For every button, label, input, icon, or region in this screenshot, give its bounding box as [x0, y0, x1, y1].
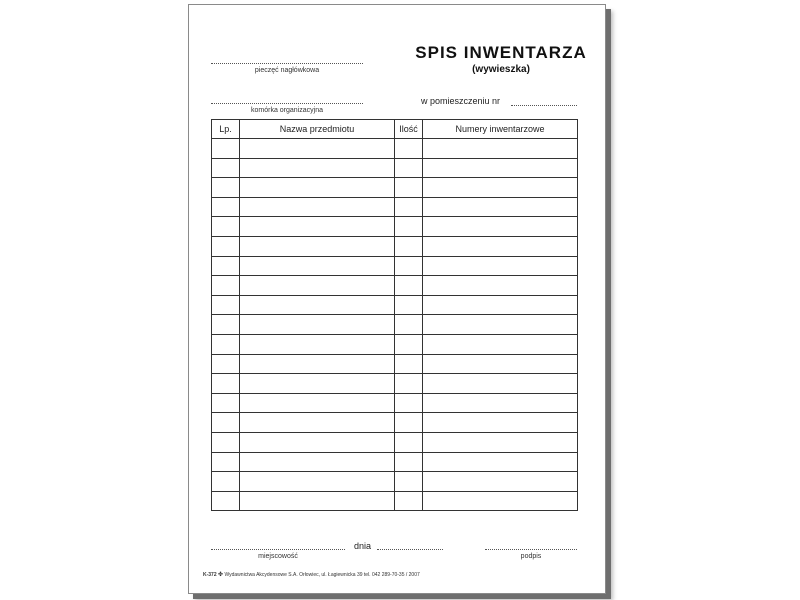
cell-item-name[interactable] — [240, 472, 395, 492]
table-row — [212, 217, 578, 237]
cell-inventory-numbers[interactable] — [423, 217, 578, 237]
cell-quantity[interactable] — [395, 334, 423, 354]
cell-inventory-numbers[interactable] — [423, 178, 578, 198]
form-title: SPIS INWENTARZA — [415, 43, 587, 62]
publisher-logo-icon: ✤ — [218, 572, 224, 578]
unit-label: komórka organizacyjna — [251, 107, 323, 114]
cell-item-name[interactable] — [240, 276, 395, 296]
cell-lp[interactable] — [212, 432, 240, 452]
table-row — [212, 472, 578, 492]
cell-item-name[interactable] — [240, 217, 395, 237]
cell-item-name[interactable] — [240, 236, 395, 256]
cell-item-name[interactable] — [240, 315, 395, 335]
cell-inventory-numbers[interactable] — [423, 295, 578, 315]
table-row — [212, 139, 578, 159]
cell-item-name[interactable] — [240, 139, 395, 159]
cell-item-name[interactable] — [240, 432, 395, 452]
cell-item-name[interactable] — [240, 295, 395, 315]
cell-inventory-numbers[interactable] — [423, 236, 578, 256]
cell-lp[interactable] — [212, 236, 240, 256]
cell-item-name[interactable] — [240, 178, 395, 198]
table-row — [212, 197, 578, 217]
cell-lp[interactable] — [212, 472, 240, 492]
cell-lp[interactable] — [212, 276, 240, 296]
column-header-inventory-numbers: Numery inwentarzowe — [423, 120, 578, 139]
form-code: K-372 — [203, 572, 217, 578]
table-row — [212, 354, 578, 374]
cell-item-name[interactable] — [240, 158, 395, 178]
unit-dotted-line — [211, 103, 363, 104]
cell-inventory-numbers[interactable] — [423, 334, 578, 354]
cell-inventory-numbers[interactable] — [423, 276, 578, 296]
cell-lp[interactable] — [212, 452, 240, 472]
signature-dotted-line[interactable] — [485, 549, 577, 550]
publisher-info: Wydawnictwa Akcydensowe S.A. Orłowiec, ul. Łagiewnicka 39 tel. 042 289-70-35 / 2007 — [224, 572, 420, 578]
cell-inventory-numbers[interactable] — [423, 197, 578, 217]
form-footer — [203, 571, 420, 578]
cell-lp[interactable] — [212, 256, 240, 276]
table-row — [212, 276, 578, 296]
date-label: dnia — [354, 541, 372, 551]
table-row — [212, 315, 578, 335]
table-row — [212, 256, 578, 276]
cell-quantity[interactable] — [395, 432, 423, 452]
cell-lp[interactable] — [212, 354, 240, 374]
cell-item-name[interactable] — [240, 354, 395, 374]
cell-lp[interactable] — [212, 139, 240, 159]
cell-item-name[interactable] — [240, 334, 395, 354]
table-row — [212, 236, 578, 256]
cell-quantity[interactable] — [395, 178, 423, 198]
stamp-dotted-line — [211, 63, 363, 64]
table-row — [212, 295, 578, 315]
room-number-field[interactable] — [511, 105, 577, 106]
cell-inventory-numbers[interactable] — [423, 139, 578, 159]
signature-label: podpis — [520, 553, 542, 560]
cell-lp[interactable] — [212, 295, 240, 315]
column-header-quantity: Ilość — [395, 120, 423, 139]
cell-quantity[interactable] — [395, 197, 423, 217]
date-dotted-line[interactable] — [377, 549, 443, 550]
form-sheet — [188, 4, 606, 594]
cell-quantity[interactable] — [395, 315, 423, 335]
cell-quantity[interactable] — [395, 295, 423, 315]
cell-item-name[interactable] — [240, 393, 395, 413]
cell-inventory-numbers[interactable] — [423, 413, 578, 433]
cell-lp[interactable] — [212, 491, 240, 511]
cell-quantity[interactable] — [395, 158, 423, 178]
cell-inventory-numbers[interactable] — [423, 315, 578, 335]
cell-quantity[interactable] — [395, 413, 423, 433]
stamp-label: pieczęć nagłówkowa — [254, 67, 320, 74]
table-row — [212, 452, 578, 472]
cell-inventory-numbers[interactable] — [423, 491, 578, 511]
table-row — [212, 393, 578, 413]
column-header-lp: Lp. — [212, 120, 240, 139]
cell-quantity[interactable] — [395, 374, 423, 394]
cell-item-name[interactable] — [240, 413, 395, 433]
cell-quantity[interactable] — [395, 393, 423, 413]
cell-lp[interactable] — [212, 217, 240, 237]
cell-lp[interactable] — [212, 334, 240, 354]
table-row — [212, 413, 578, 433]
table-row — [212, 158, 578, 178]
cell-item-name[interactable] — [240, 491, 395, 511]
cell-item-name[interactable] — [240, 197, 395, 217]
cell-inventory-numbers[interactable] — [423, 432, 578, 452]
table-header-row — [212, 120, 578, 139]
table-row — [212, 374, 578, 394]
form-subtitle: (wywieszka) — [472, 64, 530, 75]
cell-item-name[interactable] — [240, 374, 395, 394]
cell-lp[interactable] — [212, 374, 240, 394]
inventory-table — [211, 119, 578, 511]
cell-quantity[interactable] — [395, 236, 423, 256]
table-row — [212, 334, 578, 354]
cell-inventory-numbers[interactable] — [423, 158, 578, 178]
cell-quantity[interactable] — [395, 491, 423, 511]
cell-inventory-numbers[interactable] — [423, 256, 578, 276]
place-dotted-line[interactable] — [211, 549, 345, 550]
column-header-item-name: Nazwa przedmiotu — [240, 120, 395, 139]
cell-lp[interactable] — [212, 393, 240, 413]
cell-lp[interactable] — [212, 197, 240, 217]
cell-lp[interactable] — [212, 315, 240, 335]
cell-lp[interactable] — [212, 158, 240, 178]
place-label: miejscowość — [258, 553, 298, 560]
cell-inventory-numbers[interactable] — [423, 393, 578, 413]
table-row — [212, 432, 578, 452]
table-row — [212, 491, 578, 511]
cell-quantity[interactable] — [395, 452, 423, 472]
cell-quantity[interactable] — [395, 139, 423, 159]
cell-item-name[interactable] — [240, 256, 395, 276]
cell-inventory-numbers[interactable] — [423, 354, 578, 374]
cell-inventory-numbers[interactable] — [423, 374, 578, 394]
cell-quantity[interactable] — [395, 472, 423, 492]
cell-quantity[interactable] — [395, 354, 423, 374]
cell-lp[interactable] — [212, 413, 240, 433]
cell-inventory-numbers[interactable] — [423, 472, 578, 492]
room-label: w pomieszczeniu nr — [421, 96, 501, 106]
cell-quantity[interactable] — [395, 276, 423, 296]
cell-inventory-numbers[interactable] — [423, 452, 578, 472]
cell-item-name[interactable] — [240, 452, 395, 472]
table-row — [212, 178, 578, 198]
cell-quantity[interactable] — [395, 256, 423, 276]
cell-lp[interactable] — [212, 178, 240, 198]
cell-quantity[interactable] — [395, 217, 423, 237]
